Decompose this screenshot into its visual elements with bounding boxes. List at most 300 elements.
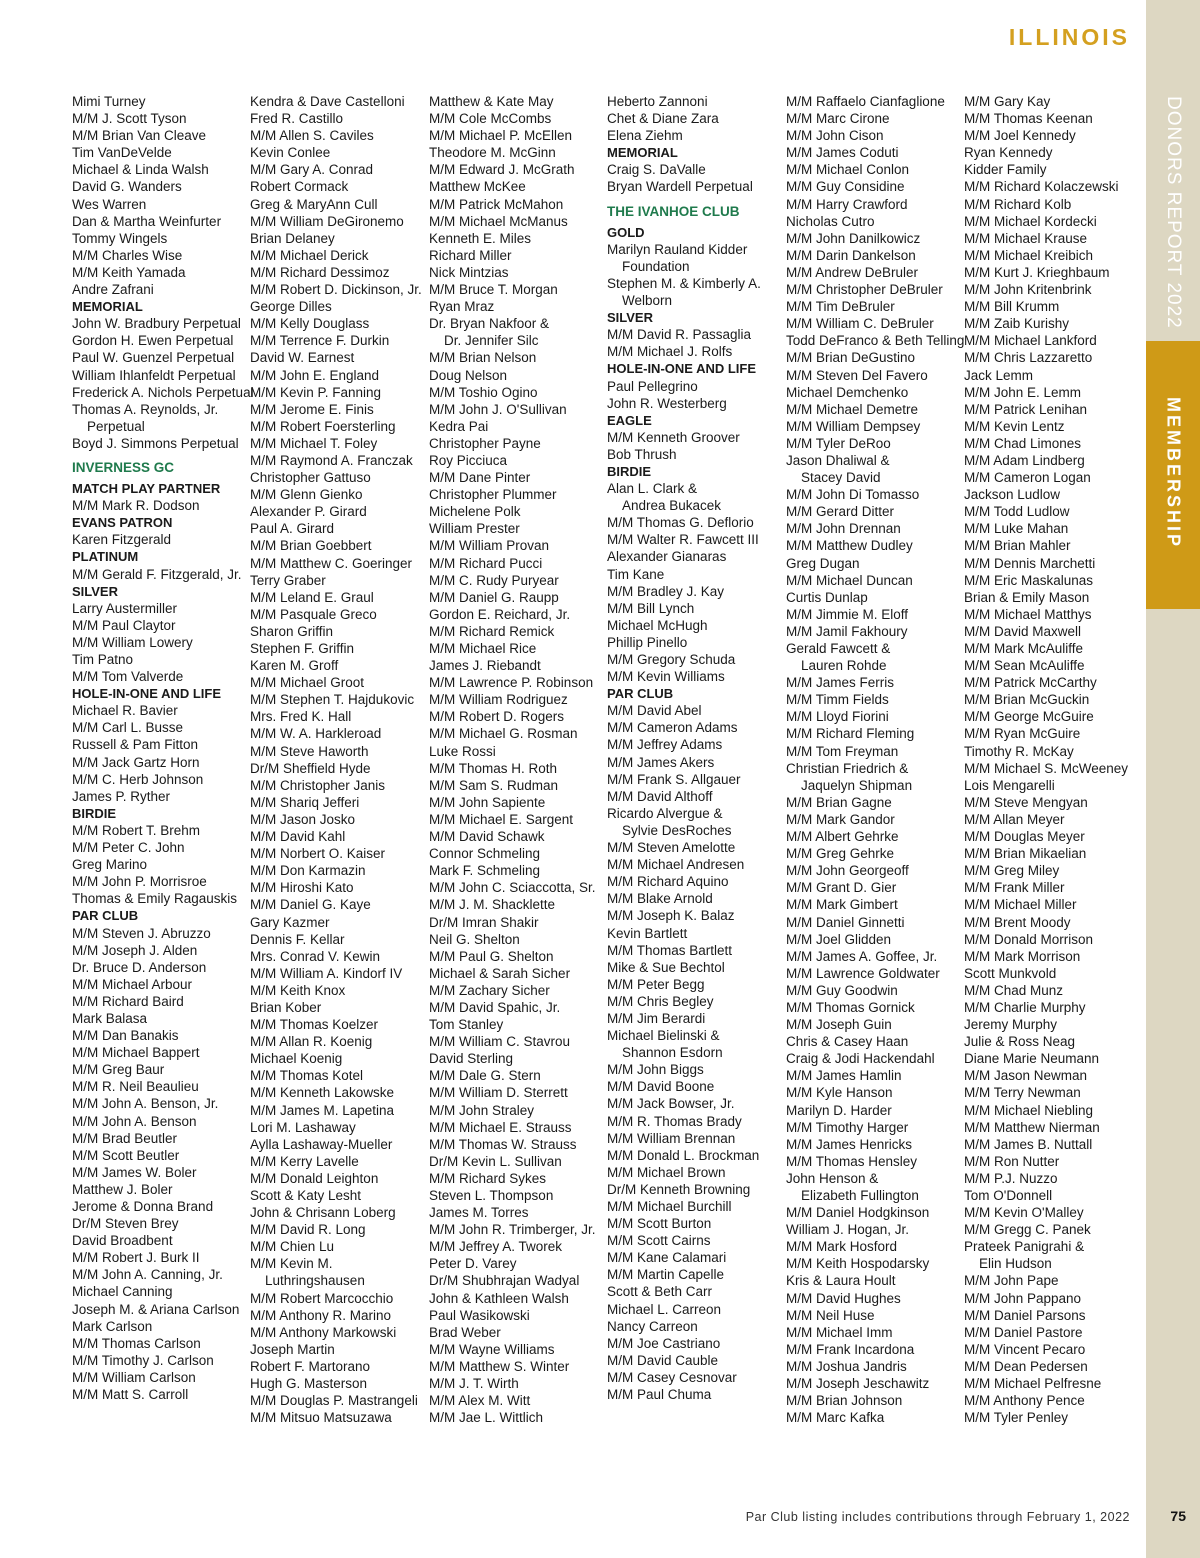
donor-name: M/M Sean McAuliffe	[964, 658, 1085, 674]
donor-name: M/M Cole McCombs	[429, 111, 552, 127]
donor-name: Jerome & Donna Brand	[72, 1199, 214, 1214]
donor-name: M/M Lawrence P. Robinson	[429, 675, 594, 691]
donor-name: Curtis Dunlap	[786, 589, 868, 605]
donor-name: Matthew J. Boler	[72, 1181, 173, 1197]
donor-name: M/M Paul G. Shelton	[429, 948, 554, 964]
donor-name: M/M Douglas Meyer	[964, 829, 1085, 845]
donor-name: M/M John C. Sciaccotta, Sr.	[429, 880, 596, 896]
donor-name: M/M Mark Gandor	[786, 811, 895, 827]
donor-name: Joseph Martin	[250, 1341, 335, 1357]
donor-name: Gerald Fawcett &	[786, 641, 891, 656]
donor-name: M/M James W. Boler	[72, 1164, 197, 1180]
donor-name: M/M Christopher Janis	[250, 777, 386, 793]
donor-name: M/M Greg Gehrke	[786, 846, 895, 862]
donor-name: M/M John Straley	[429, 1102, 535, 1118]
donor-name: Welborn	[622, 293, 673, 309]
donor-name: M/M Blake Arnold	[607, 891, 713, 907]
donor-name: Andrea Bukacek	[622, 498, 722, 514]
donor-name: M/M Jeffrey Adams	[607, 737, 723, 753]
donor-name: M/M Darin Dankelson	[786, 247, 916, 263]
footer-note: Par Club listing includes contributions through February 1, 2022	[745, 1510, 1130, 1524]
donor-name: M/M Michael J. Rolfs	[607, 344, 733, 360]
donor-name: M/M Tim DeBruler	[786, 299, 895, 315]
donor-name: Ryan Mraz	[429, 299, 495, 315]
donor-name: Karen Fitzgerald	[72, 532, 172, 548]
donor-name: M/M John Pappano	[964, 1290, 1082, 1306]
donor-name: M/M Richard Kolaczewski	[964, 179, 1119, 195]
donor-name: M/M Gary Kay	[964, 94, 1051, 109]
section-heading: EAGLE	[607, 412, 652, 428]
donor-name: M/M Richard Sykes	[429, 1170, 547, 1186]
donor-name: M/M Michael Rice	[429, 641, 537, 656]
donor-name: M/M Chien Lu	[250, 1239, 335, 1255]
donor-name: M/M David Althoff	[607, 788, 713, 804]
donor-name: Gordon H. Ewen Perpetual	[72, 333, 234, 349]
donor-name: M/M Shariq Jefferi	[250, 794, 360, 810]
donor-name: Kevin Bartlett	[607, 925, 688, 941]
donor-name: M/M Don Karmazin	[250, 863, 366, 879]
donor-name: M/M J. M. Shacklette	[429, 897, 556, 913]
donor-name: M/M Keith Hospodarsky	[786, 1256, 930, 1272]
donor-name: Russell & Pam Fitton	[72, 737, 199, 753]
donor-name: Mark Balasa	[72, 1010, 148, 1026]
donor-name: M/M C. Rudy Puryear	[429, 572, 559, 588]
donor-name: William Prester	[429, 521, 520, 537]
donor-name: M/M Michael Andresen	[607, 857, 745, 873]
donor-name: M/M Richard Pucci	[429, 555, 543, 571]
donor-name: M/M Kane Calamari	[607, 1250, 727, 1266]
report-title-panel	[1146, 96, 1200, 340]
donor-name: M/M Glenn Gienko	[250, 487, 363, 503]
donor-name: Michael Demchenko	[786, 384, 909, 400]
donor-name: John W. Bradbury Perpetual	[72, 316, 241, 332]
donor-name: Matthew McKee	[429, 179, 526, 195]
donor-name: M/M Michael Derick	[250, 247, 369, 263]
donor-name: M/M David Schawk	[429, 829, 545, 845]
donor-name: M/M Michael Brown	[607, 1164, 726, 1180]
donor-name: M/M Greg Miley	[964, 863, 1060, 879]
donor-name: M/M Scott Burton	[607, 1216, 712, 1232]
donor-name: Mrs. Fred K. Hall	[250, 709, 352, 725]
donor-name: M/M Mark R. Dodson	[72, 498, 200, 514]
section-heading: BIRDIE	[72, 805, 117, 821]
donor-name: Kidder Family	[964, 162, 1047, 178]
donor-name: Nicholas Cutro	[786, 213, 875, 229]
donor-name: Elizabeth Fullington	[801, 1188, 919, 1203]
donor-name: M/M Allen S. Caviles	[250, 128, 374, 144]
donor-name: Kenneth E. Miles	[429, 230, 532, 246]
donor-name: M/M Tom Valverde	[72, 669, 184, 685]
donor-name: M/M John Kritenbrink	[964, 282, 1092, 298]
donor-column-4	[607, 93, 783, 1403]
donor-name: Thomas & Emily Ragauskis	[72, 891, 238, 907]
section-heading: GOLD	[607, 224, 645, 240]
donor-name: M/M Kevin Williams	[607, 669, 725, 685]
donor-name: M/M John Biggs	[607, 1062, 704, 1078]
donor-name: M/M Thomas Hensley	[786, 1153, 918, 1169]
donor-name: M/M Keith Knox	[250, 982, 346, 998]
donor-name: M/M Brian Nelson	[429, 350, 537, 366]
donor-name: William Ihlanfeldt Perpetual	[72, 367, 236, 383]
section-heading: SILVER	[607, 310, 653, 326]
donor-name: M/M Michael Conlon	[786, 162, 910, 178]
donor-name: Diane Marie Neumann	[964, 1051, 1100, 1067]
donor-name: M/M Steven J. Abruzzo	[72, 925, 211, 941]
donor-name: M/M John R. Trimberger, Jr.	[429, 1222, 596, 1238]
donor-name: Michael & Linda Walsh	[72, 162, 209, 178]
donor-name: Michael & Sarah Sicher	[429, 965, 571, 981]
donor-name: M/M Guy Considine	[786, 179, 905, 195]
donor-name: M/M Jimmie M. Eloff	[786, 606, 909, 622]
donor-name: M/M Steven Amelotte	[607, 840, 736, 856]
donor-name: Robert F. Martorano	[250, 1358, 371, 1374]
donor-name: M/M William Provan	[429, 538, 550, 554]
donor-name: M/M Edward J. McGrath	[429, 162, 575, 178]
donor-name: Dr. Bryan Nakfoor &	[429, 316, 550, 332]
donor-name: M/M Timothy Harger	[786, 1119, 909, 1135]
donor-name: M/M Dan Banakis	[72, 1028, 179, 1044]
donor-name: M/M Donald Morrison	[964, 931, 1094, 947]
donor-name: George Dilles	[250, 299, 332, 315]
donor-name: John R. Westerberg	[607, 395, 727, 411]
donor-name: M/M Kenneth Lakowske	[250, 1085, 395, 1101]
donor-name: Chet & Diane Zara	[607, 111, 719, 127]
donor-name: M/M Joe Castriano	[607, 1335, 721, 1351]
donor-name: M/M Cameron Adams	[607, 720, 738, 736]
donor-name: M/M Michael McManus	[429, 213, 568, 229]
donor-name: M/M Jerome E. Finis	[250, 401, 374, 417]
donor-name: M/M Mark McAuliffe	[964, 641, 1084, 656]
donor-column-6	[964, 93, 1140, 1426]
donor-name: M/M Toshio Ogino	[429, 384, 538, 400]
donor-name: M/M Dennis Marchetti	[964, 555, 1096, 571]
donor-name: M/M William Carlson	[72, 1369, 196, 1385]
donor-name: Michael R. Bavier	[72, 703, 178, 719]
donor-name: Brian & Emily Mason	[964, 589, 1090, 605]
donor-name: M/M John A. Benson	[72, 1113, 197, 1129]
donor-name: M/M Ryan McGuire	[964, 726, 1081, 742]
donor-name: M/M Pasquale Greco	[250, 606, 377, 622]
donor-name: M/M Brian DeGustino	[786, 350, 916, 366]
donor-name: Scott Munkvold	[964, 965, 1057, 981]
donor-name: John & Kathleen Walsh	[429, 1290, 569, 1306]
donor-name: M/M John Danilkowicz	[786, 230, 921, 246]
donor-name: Luke Rossi	[429, 743, 496, 759]
donor-name: M/M J. T. Wirth	[429, 1376, 519, 1392]
donor-name: M/M Todd Ludlow	[964, 504, 1070, 520]
donor-name: M/M Scott Cairns	[607, 1233, 711, 1249]
donor-name: Larry Austermiller	[72, 600, 178, 616]
donor-name: Dr/M Kenneth Browning	[607, 1181, 751, 1197]
donor-column-3	[429, 93, 605, 1426]
donor-name: M/M Marc Cirone	[786, 111, 890, 127]
donor-name: James P. Ryther	[72, 788, 171, 804]
donor-name: Nancy Carreon	[607, 1318, 698, 1334]
donor-name: Jaquelyn Shipman	[801, 777, 913, 793]
donor-name: Timothy R. McKay	[964, 743, 1074, 759]
donor-name: M/M Brian Johnson	[786, 1393, 903, 1409]
donor-name: M/M Gerald F. Fitzgerald, Jr.	[72, 566, 242, 582]
donor-name: M/M Ron Nutter	[964, 1153, 1060, 1169]
donor-name: M/M William D. Sterrett	[429, 1085, 568, 1101]
donor-name: Alexander Gianaras	[607, 549, 727, 565]
donor-name: M/M William C. DeBruler	[786, 316, 934, 332]
donor-name: M/M Michael S. McWeeney	[964, 760, 1129, 776]
donor-name: M/M Richard Aquino	[607, 874, 729, 890]
donor-name: Phillip Pinello	[607, 634, 688, 650]
donor-name: M/M Adam Lindberg	[964, 452, 1085, 468]
donor-name: M/M Michael Arbour	[72, 976, 193, 992]
donor-name: M/M Gerard Ditter	[786, 504, 895, 520]
donor-name: Mike & Sue Bechtol	[607, 959, 725, 975]
donor-name: M/M Michael Imm	[786, 1324, 893, 1340]
donor-name: M/M R. Neil Beaulieu	[72, 1079, 199, 1095]
donor-name: M/M Frank Incardona	[786, 1341, 915, 1357]
section-heading: INVERNESS GC	[72, 459, 175, 475]
donor-name: M/M Donald Leighton	[250, 1170, 379, 1186]
donor-name: M/M Timothy J. Carlson	[72, 1352, 214, 1368]
donor-name: David G. Wanders	[72, 179, 182, 195]
donor-name: M/M Richard Kolb	[964, 196, 1072, 212]
donor-name: M/M Scott Beutler	[72, 1147, 180, 1163]
donor-name: M/M Eric Maskalunas	[964, 572, 1094, 588]
donor-name: Dr/M Steven Brey	[72, 1216, 179, 1232]
donor-name: M/M Dane Pinter	[429, 470, 531, 486]
donor-name: Alexander P. Girard	[250, 504, 367, 520]
donor-name: M/M Allan Meyer	[964, 811, 1065, 827]
section-heading: MEMORIAL	[72, 299, 143, 315]
donor-name: Dr. Jennifer Silc	[444, 333, 539, 349]
donor-name: Tim VanDeVelde	[72, 145, 172, 161]
donor-name: M/M Martin Capelle	[607, 1267, 725, 1283]
donor-name: M/M Robert T. Brehm	[72, 822, 201, 838]
donor-name: M/M Greg Baur	[72, 1062, 165, 1078]
donor-name: Brian Delaney	[250, 230, 335, 246]
donor-name: M/M Anthony R. Marino	[250, 1307, 392, 1323]
donor-name: M/M Paul Claytor	[72, 617, 176, 633]
donor-name: M/M David Hughes	[786, 1290, 901, 1306]
donor-name: M/M P.J. Nuzzo	[964, 1170, 1058, 1186]
donor-name: Hugh G. Masterson	[250, 1376, 368, 1392]
donor-name: M/M R. Thomas Brady	[607, 1113, 742, 1129]
donor-name: M/M Patrick McCarthy	[964, 675, 1097, 691]
donor-name: M/M Lawrence Goldwater	[786, 965, 940, 981]
donor-name: Julie & Ross Neag	[964, 1034, 1076, 1050]
donor-name: Theodore M. McGinn	[429, 145, 556, 161]
donor-name: M/M Leland E. Graul	[250, 589, 374, 605]
donor-name: M/M John Drennan	[786, 521, 901, 537]
donor-name: M/M William Rodriguez	[429, 692, 568, 708]
donor-name: M/M John Di Tomasso	[786, 487, 920, 503]
donor-name: M/M Luke Mahan	[964, 521, 1069, 537]
donor-name: M/M Robert Foersterling	[250, 418, 396, 434]
donor-column-5	[786, 93, 965, 1426]
donor-name: M/M Kerry Lavelle	[250, 1153, 359, 1169]
donor-name: Jeremy Murphy	[964, 1017, 1058, 1033]
donor-name: Kendra & Dave Castelloni	[250, 94, 405, 109]
donor-name: Scott & Katy Lesht	[250, 1188, 362, 1203]
donor-name: M/M Thomas G. Deflorio	[607, 515, 754, 531]
donor-name: M/M Mark Hosford	[786, 1239, 898, 1255]
donor-name: M/M Albert Gehrke	[786, 829, 899, 845]
donor-name: M/M C. Herb Johnson	[72, 771, 204, 787]
donor-name: Perpetual	[87, 418, 145, 434]
donor-name: M/M Michael Matthys	[964, 606, 1092, 622]
donor-name: M/M J. Scott Tyson	[72, 111, 187, 127]
donor-name: M/M Kevin M.	[250, 1256, 333, 1272]
donor-name: M/M Brian Van Cleave	[72, 128, 207, 144]
donor-name: Bryan Wardell Perpetual	[607, 179, 753, 195]
donor-name: M/M John E. England	[250, 367, 380, 383]
donor-name: Greg Marino	[72, 857, 148, 873]
donor-name: M/M Michael Demetre	[786, 401, 919, 417]
donor-name: Craig S. DaValle	[607, 162, 706, 178]
donor-name: M/M James Henricks	[786, 1136, 913, 1152]
donor-name: Dr/M Shubhrajan Wadyal	[429, 1273, 580, 1289]
section-heading: PAR CLUB	[72, 908, 139, 924]
donor-name: M/M Thomas Koelzer	[250, 1017, 379, 1033]
donor-name: M/M Jim Berardi	[607, 1010, 706, 1026]
donor-name: M/M Stephen T. Hajdukovic	[250, 692, 415, 708]
donor-name: Tim Kane	[607, 566, 665, 582]
donor-name: M/M Thomas Bartlett	[607, 942, 733, 958]
donor-name: M/M Jamil Fakhoury	[786, 623, 908, 639]
sidebar	[1146, 0, 1200, 1558]
donor-name: M/M John E. Lemm	[964, 384, 1082, 400]
donor-name: M/M James Coduti	[786, 145, 899, 161]
donor-name: M/M Thomas Carlson	[72, 1335, 201, 1351]
donor-name: M/M Christopher DeBruler	[786, 282, 943, 298]
donor-name: M/M Raymond A. Franczak	[250, 452, 413, 468]
donor-name: Sylvie DesRoches	[622, 822, 732, 838]
donor-name: M/M Dale G. Stern	[429, 1068, 541, 1084]
donor-name: Michael Koenig	[250, 1051, 343, 1067]
donor-name: Marilyn D. Harder	[786, 1102, 892, 1118]
donor-name: Jason Dhaliwal &	[786, 452, 890, 468]
donor-name: M/M Joseph K. Balaz	[607, 908, 735, 924]
donor-name: John Henson &	[786, 1170, 879, 1186]
donor-name: Alan L. Clark &	[607, 481, 698, 497]
donor-name: Bob Thrush	[607, 446, 677, 462]
donor-name: Wes Warren	[72, 196, 147, 212]
donor-name: M/M Joseph Jeschawitz	[786, 1376, 930, 1392]
donor-name: M/M Allan R. Koenig	[250, 1034, 373, 1050]
donor-name: M/M Harry Crawford	[786, 196, 908, 212]
donor-name: M/M John Sapiente	[429, 794, 546, 810]
donor-name: M/M Bradley J. Kay	[607, 583, 725, 599]
donor-name: M/M James B. Nuttall	[964, 1136, 1093, 1152]
donor-name: Scott & Beth Carr	[607, 1284, 713, 1300]
donor-name: Jackson Ludlow	[964, 487, 1061, 503]
donor-name: Robert Cormack	[250, 179, 349, 195]
donor-name: M/M Terrence F. Durkin	[250, 333, 390, 349]
donor-name: M/M Guy Goodwin	[786, 982, 898, 998]
donor-name: Marilyn Rauland Kidder	[607, 241, 748, 257]
donor-name: Mark F. Schmeling	[429, 863, 541, 879]
donor-name: M/M David Spahic, Jr.	[429, 999, 561, 1015]
donor-name: James J. Riebandt	[429, 658, 541, 674]
donor-name: Gary Kazmer	[250, 914, 330, 930]
donor-name: M/M Anthony Pence	[964, 1393, 1085, 1409]
donor-name: Christopher Plummer	[429, 487, 557, 503]
donor-name: Frederick A. Nichols Perpetual	[72, 384, 254, 400]
donor-name: M/M W. A. Harkleroad	[250, 726, 382, 742]
donor-name: M/M Michael Burchill	[607, 1199, 732, 1214]
donor-name: M/M Bill Krumm	[964, 299, 1060, 315]
state-heading: ILLINOIS	[1008, 24, 1130, 50]
donor-name: M/M Patrick Lenihan	[964, 401, 1088, 417]
donor-name: Christian Friedrich &	[786, 760, 909, 776]
donor-name: M/M John Georgeoff	[786, 863, 909, 879]
donor-name: M/M Robert D. Dickinson, Jr.	[250, 282, 422, 298]
donor-name: M/M Brian Gagne	[786, 794, 892, 810]
donor-name: M/M John P. Morrisroe	[72, 874, 207, 890]
donor-name: M/M Michael Miller	[964, 897, 1077, 913]
section-heading: PLATINUM	[72, 549, 139, 565]
donor-name: M/M Jeffrey A. Tworek	[429, 1239, 563, 1255]
donor-name: M/M Tyler Penley	[964, 1410, 1069, 1426]
donor-name: M/M David Kahl	[250, 829, 346, 845]
donor-name: M/M Brian Mikaelian	[964, 846, 1087, 862]
donor-name: M/M Bruce T. Morgan	[429, 282, 558, 298]
donor-name: Doug Nelson	[429, 367, 508, 383]
donor-name: William J. Hogan, Jr.	[786, 1222, 910, 1238]
donor-name: Tom O'Donnell	[964, 1188, 1053, 1203]
donor-name: M/M William C. Stavrou	[429, 1034, 571, 1050]
donor-name: Brad Weber	[429, 1324, 501, 1340]
donor-name: Andre Zafrani	[72, 282, 154, 298]
donor-name: M/M Vincent Pecaro	[964, 1341, 1086, 1357]
donor-name: Ricardo Alvergue &	[607, 805, 723, 821]
donor-name: Connor Schmeling	[429, 846, 541, 862]
donor-name: M/M Michael Duncan	[786, 572, 913, 588]
section-heading: HOLE-IN-ONE AND LIFE	[72, 686, 222, 702]
donor-name: David W. Earnest	[250, 350, 355, 366]
donor-name: M/M Kevin Lentz	[964, 418, 1065, 434]
donor-name: M/M David Abel	[607, 703, 702, 719]
donor-name: M/M David Boone	[607, 1079, 715, 1095]
donor-name: M/M Brad Beutler	[72, 1130, 178, 1146]
donor-name: Stephen M. & Kimberly A.	[607, 275, 761, 291]
donor-name: Joseph M. & Ariana Carlson	[72, 1301, 240, 1317]
donor-name: M/M Thomas W. Strauss	[429, 1136, 577, 1152]
donor-name: Kedra Pai	[429, 418, 489, 434]
donor-name: M/M Zaib Kurishy	[964, 316, 1070, 332]
donor-name: Tommy Wingels	[72, 230, 168, 246]
donor-name: M/M William DeGironemo	[250, 213, 404, 229]
donor-name: M/M Dean Pedersen	[964, 1358, 1088, 1374]
donor-name: M/M Cameron Logan	[964, 470, 1091, 486]
donor-name: M/M Matthew C. Goeringer	[250, 555, 413, 571]
donor-name: M/M Frank S. Allgauer	[607, 771, 741, 787]
donor-name: Aylla Lashaway-Mueller	[250, 1136, 393, 1152]
donor-name: David Broadbent	[72, 1233, 173, 1249]
donor-name: M/M Marc Kafka	[786, 1410, 885, 1426]
donor-name: M/M Daniel G. Raupp	[429, 589, 559, 605]
donor-name: M/M Matthew Nierman	[964, 1119, 1100, 1135]
donor-name: M/M Richard Dessimoz	[250, 264, 390, 280]
donor-name: M/M Joseph J. Alden	[72, 942, 198, 958]
donor-name: M/M Jason Josko	[250, 811, 356, 827]
donor-name: Christopher Gattuso	[250, 470, 371, 486]
donor-name: M/M Thomas Keenan	[964, 111, 1093, 127]
donor-name: Paul W. Guenzel Perpetual	[72, 350, 235, 366]
donor-name: Sharon Griffin	[250, 623, 334, 639]
donor-name: M/M Daniel Ginnetti	[786, 914, 905, 930]
donor-name: M/M James Akers	[607, 754, 715, 770]
donor-name: M/M Joel Kennedy	[964, 128, 1076, 144]
donor-name: M/M Hiroshi Kato	[250, 880, 354, 896]
